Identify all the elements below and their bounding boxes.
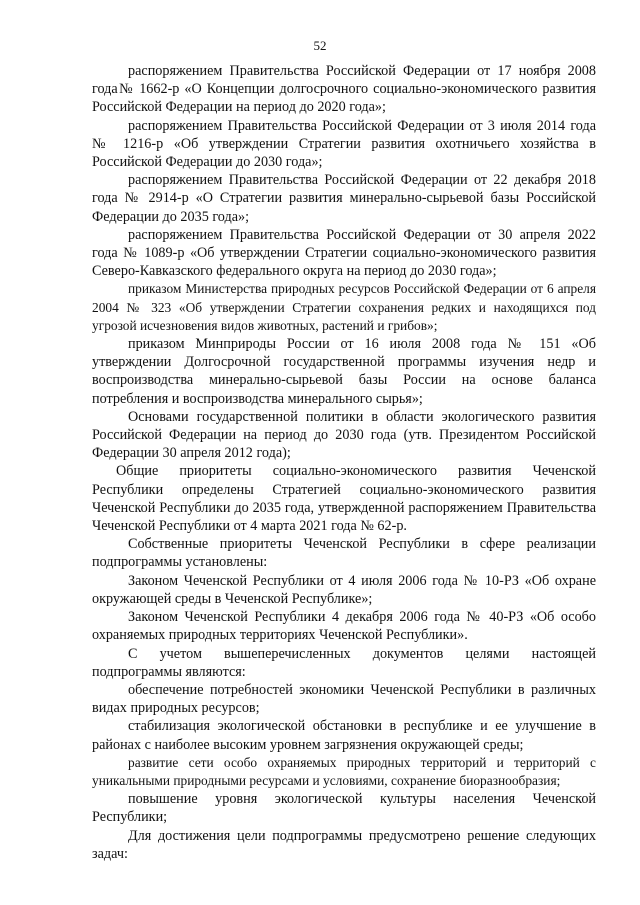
paragraph-goal-stabilization: стабилизация экологической обстановки в республике и ее улучшение в районах с наиболее высоким уровнем загрязнения окружающей среды; [92, 718, 596, 753]
paragraph-goal-resources: обеспечение потребностей экономики Чеченской Республики в различных видах природных ресурсов; [92, 681, 596, 717]
paragraph-own-priorities: Собственные приоритеты Чеченской Республики в сфере реализации подпрограммы установлены: [92, 536, 596, 571]
paragraph-goal-culture: повышение уровня экологической культуры населения Чеченской Республики; [92, 791, 596, 826]
paragraph-law-10-rz: Законом Чеченской Республики от 4 июля 2006 года № 10-РЗ «Об охране окружающей среды в Чеченской Республике»; [92, 572, 596, 607]
paragraph-ecological-policy: Основами государственной политики в области экологического развития Российской Федерации на период до 2030 года (утв. Президентом Российской Федерации 30 апреля 2012 года); [92, 408, 596, 462]
paragraph-decree-1089: распоряжением Правительства Российской Федерации от 30 апреля 2022 года № 1089-р «Об утверждении Стратегии социально-экономического развития Северо-Кавказского федерального округа на период до 2030 года»; [92, 226, 596, 280]
paragraph-tasks-intro: Для достижения цели подпрограммы предусмотрено решение следующих задач: [92, 827, 596, 862]
document-body [92, 62, 596, 863]
paragraph-order-151: приказом Минприроды России от 16 июля 2008 года № 151 «Об утверждении Долгосрочной государственной программы изучения недр и воспроизводства минерально-сырьевой базы России на основе баланса потребления и воспроизводства минерального сырья»; [92, 336, 596, 407]
paragraph-order-323: приказом Министерства природных ресурсов Российской Федерации от 6 апреля 2004 № 323 «Об утверждении Стратегии сохранения редких и находящихся под угрозой исчезновения видов животных, растений и грибов»; [92, 281, 596, 333]
paragraph-decree-1662: распоряжением Правительства Российской Федерации от 17 ноября 2008 года№ 1662-р «О Концепции долгосрочного социально-экономического развития Российской Федерации на период до 2020 года»; [92, 63, 596, 116]
paragraph-decree-2914: распоряжением Правительства Российской Федерации от 22 декабря 2018 года № 2914-р «О Стратегии развития минерально-сырьевой базы Российской Федерации до 2035 года»; [92, 172, 596, 225]
paragraph-general-priorities: Общие приоритеты социально-экономического развития Чеченской Республики определены Стратегией социально-экономического развития Чеченской Республики до 2035 года, утвержденной распоряжением Правительства Чеченской Республики от 4 марта 2021 года № 62-р. [92, 463, 596, 535]
page-number: 52 [313, 38, 327, 53]
paragraph-law-40-rz: Законом Чеченской Республики 4 декабря 2006 года № 40-РЗ «Об особо охраняемых природных территориях Чеченской Республики». [92, 609, 596, 644]
paragraph-decree-1216: распоряжением Правительства Российской Федерации от 3 июля 2014 года № 1216-р «Об утверждении Стратегии развития охотничьего хозяйства в Российской Федерации до 2030 года»; [92, 117, 596, 171]
paragraph-goals-intro: С учетом вышеперечисленных документов целями настоящей подпрограммы являются: [92, 645, 596, 680]
paragraph-goal-protected-areas: развитие сети особо охраняемых природных территорий и территорий с уникальными природными ресурсами и условиями, сохранение биоразнообразия; [92, 754, 596, 788]
